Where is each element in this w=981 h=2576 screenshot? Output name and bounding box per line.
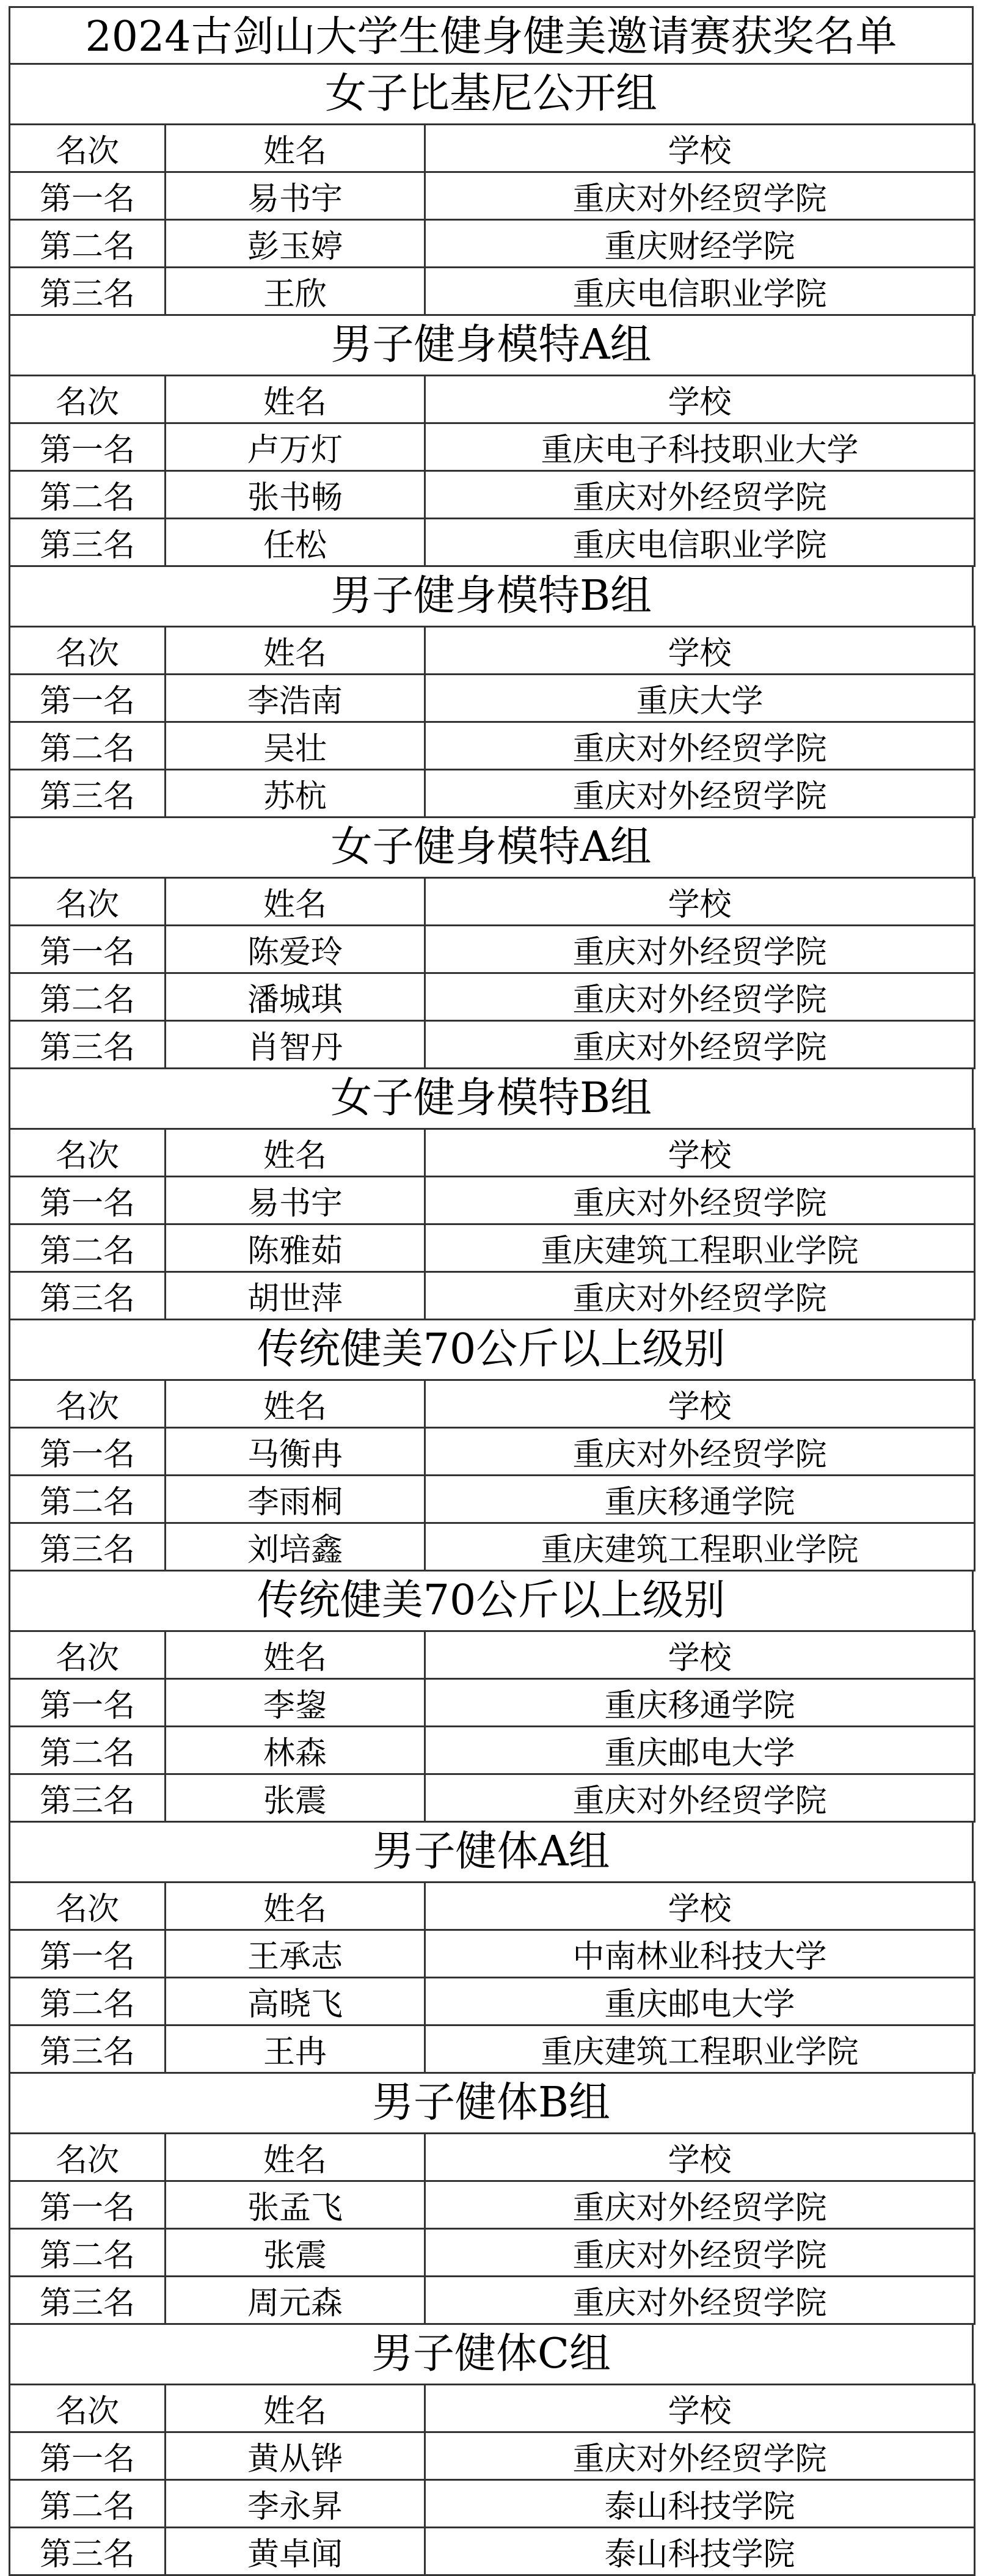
rank-cell: 第三名	[10, 268, 166, 315]
header-name: 姓名	[166, 1129, 425, 1177]
table-row	[10, 1272, 975, 1320]
rank-cell: 第三名	[10, 1523, 166, 1571]
group-table	[9, 1630, 976, 1823]
school-cell: 重庆财经学院	[425, 220, 975, 268]
group-table	[9, 626, 976, 818]
group-title: 女子健身模特A组	[9, 818, 974, 877]
award-group	[9, 1320, 974, 1572]
group-table	[9, 1128, 976, 1320]
school-cell: 重庆对外经贸学院	[425, 1774, 975, 1822]
table-row	[10, 1428, 975, 1476]
table-row	[10, 519, 975, 566]
table-row	[10, 172, 975, 220]
header-school: 学校	[425, 376, 975, 423]
school-cell: 重庆对外经贸学院	[425, 2432, 975, 2480]
name-cell: 陈雅茹	[166, 1224, 425, 1272]
table-header-row	[10, 878, 975, 926]
group-table	[9, 1379, 976, 1572]
name-cell: 马衡冉	[166, 1428, 425, 1476]
header-name: 姓名	[166, 376, 425, 423]
name-cell: 陈爱玲	[166, 926, 425, 973]
group-title: 男子健身模特B组	[9, 567, 974, 626]
school-cell: 泰山科技学院	[425, 2480, 975, 2528]
table-row	[10, 1021, 975, 1069]
rank-cell: 第三名	[10, 2277, 166, 2324]
table-header-row	[10, 2385, 975, 2432]
rank-cell: 第二名	[10, 1978, 166, 2025]
table-row	[10, 1679, 975, 1727]
table-header-row	[10, 376, 975, 423]
table-header-row	[10, 1129, 975, 1177]
header-rank: 名次	[10, 1631, 166, 1679]
school-cell: 重庆大学	[425, 675, 975, 722]
header-rank: 名次	[10, 1380, 166, 1428]
table-header-row	[10, 1883, 975, 1930]
group-title: 女子健身模特B组	[9, 1069, 974, 1128]
name-cell: 吴壮	[166, 722, 425, 770]
header-school: 学校	[425, 1380, 975, 1428]
school-cell: 重庆对外经贸学院	[425, 1021, 975, 1069]
name-cell: 彭玉婷	[166, 220, 425, 268]
award-group	[9, 1572, 974, 1823]
table-header-row	[10, 627, 975, 675]
header-rank: 名次	[10, 1129, 166, 1177]
rank-cell: 第二名	[10, 1224, 166, 1272]
rank-cell: 第二名	[10, 1727, 166, 1774]
rank-cell: 第一名	[10, 1930, 166, 1978]
name-cell: 刘培鑫	[166, 1523, 425, 1571]
name-cell: 王欣	[166, 268, 425, 315]
group-title: 男子健体C组	[9, 2325, 974, 2384]
table-row	[10, 423, 975, 471]
rank-cell: 第三名	[10, 519, 166, 566]
school-cell: 重庆对外经贸学院	[425, 1428, 975, 1476]
group-title: 男子健体B组	[9, 2074, 974, 2132]
rank-cell: 第一名	[10, 2181, 166, 2229]
header-name: 姓名	[166, 627, 425, 675]
name-cell: 周元森	[166, 2277, 425, 2324]
rank-cell: 第三名	[10, 2528, 166, 2575]
name-cell: 李鋆	[166, 1679, 425, 1727]
header-name: 姓名	[166, 1380, 425, 1428]
name-cell: 高晓飞	[166, 1978, 425, 2025]
name-cell: 王承志	[166, 1930, 425, 1978]
rank-cell: 第三名	[10, 770, 166, 818]
name-cell: 张书畅	[166, 471, 425, 519]
table-row	[10, 2025, 975, 2073]
school-cell: 重庆对外经贸学院	[425, 1272, 975, 1320]
header-rank: 名次	[10, 2134, 166, 2181]
group-table	[9, 1881, 976, 2074]
group-title: 传统健美70公斤以上级别	[9, 1320, 974, 1379]
award-sheet	[9, 6, 974, 2576]
rank-cell: 第一名	[10, 926, 166, 973]
name-cell: 卢万灯	[166, 423, 425, 471]
school-cell: 重庆对外经贸学院	[425, 471, 975, 519]
award-group	[9, 2074, 974, 2325]
header-name: 姓名	[166, 2134, 425, 2181]
table-row	[10, 1523, 975, 1571]
group-title: 女子比基尼公开组	[9, 65, 974, 123]
rank-cell: 第三名	[10, 1272, 166, 1320]
school-cell: 中南林业科技大学	[425, 1930, 975, 1978]
school-cell: 重庆对外经贸学院	[425, 926, 975, 973]
school-cell: 重庆对外经贸学院	[425, 2229, 975, 2277]
name-cell: 张震	[166, 2229, 425, 2277]
table-row	[10, 1727, 975, 1774]
table-row	[10, 973, 975, 1021]
table-row	[10, 268, 975, 315]
header-name: 姓名	[166, 1631, 425, 1679]
rank-cell: 第三名	[10, 1774, 166, 1822]
header-name: 姓名	[166, 2385, 425, 2432]
table-row	[10, 2277, 975, 2324]
school-cell: 重庆移通学院	[425, 1679, 975, 1727]
name-cell: 易书宇	[166, 172, 425, 220]
header-name: 姓名	[166, 1883, 425, 1930]
name-cell: 林森	[166, 1727, 425, 1774]
school-cell: 重庆建筑工程职业学院	[425, 1523, 975, 1571]
name-cell: 易书宇	[166, 1177, 425, 1224]
rank-cell: 第二名	[10, 1476, 166, 1523]
table-row	[10, 1774, 975, 1822]
name-cell: 苏杭	[166, 770, 425, 818]
table-row	[10, 2528, 975, 2575]
name-cell: 张震	[166, 1774, 425, 1822]
table-row	[10, 2480, 975, 2528]
header-rank: 名次	[10, 878, 166, 926]
name-cell: 李浩南	[166, 675, 425, 722]
school-cell: 重庆对外经贸学院	[425, 2181, 975, 2229]
group-title: 传统健美70公斤以上级别	[9, 1572, 974, 1630]
group-table	[9, 877, 976, 1069]
rank-cell: 第二名	[10, 2480, 166, 2528]
header-name: 姓名	[166, 878, 425, 926]
school-cell: 重庆对外经贸学院	[425, 2277, 975, 2324]
group-title: 男子健体A组	[9, 1823, 974, 1881]
table-row	[10, 2229, 975, 2277]
table-header-row	[10, 1631, 975, 1679]
rank-cell: 第二名	[10, 2229, 166, 2277]
school-cell: 泰山科技学院	[425, 2528, 975, 2575]
name-cell: 李雨桐	[166, 1476, 425, 1523]
group-table	[9, 2132, 976, 2325]
award-group	[9, 567, 974, 818]
award-group	[9, 2325, 974, 2576]
school-cell: 重庆电信职业学院	[425, 268, 975, 315]
header-rank: 名次	[10, 627, 166, 675]
name-cell: 任松	[166, 519, 425, 566]
header-school: 学校	[425, 1883, 975, 1930]
table-row	[10, 2181, 975, 2229]
school-cell: 重庆电子科技职业大学	[425, 423, 975, 471]
rank-cell: 第三名	[10, 1021, 166, 1069]
rank-cell: 第二名	[10, 722, 166, 770]
table-row	[10, 1177, 975, 1224]
name-cell: 李永昇	[166, 2480, 425, 2528]
school-cell: 重庆对外经贸学院	[425, 973, 975, 1021]
name-cell: 黄从铧	[166, 2432, 425, 2480]
award-group	[9, 1069, 974, 1320]
table-row	[10, 1224, 975, 1272]
award-group	[9, 818, 974, 1069]
rank-cell: 第三名	[10, 2025, 166, 2073]
school-cell: 重庆对外经贸学院	[425, 1177, 975, 1224]
rank-cell: 第一名	[10, 1428, 166, 1476]
rank-cell: 第一名	[10, 172, 166, 220]
school-cell: 重庆邮电大学	[425, 1727, 975, 1774]
rank-cell: 第二名	[10, 471, 166, 519]
table-row	[10, 220, 975, 268]
school-cell: 重庆移通学院	[425, 1476, 975, 1523]
school-cell: 重庆电信职业学院	[425, 519, 975, 566]
table-row	[10, 722, 975, 770]
name-cell: 胡世萍	[166, 1272, 425, 1320]
table-row	[10, 1476, 975, 1523]
rank-cell: 第二名	[10, 220, 166, 268]
header-school: 学校	[425, 1631, 975, 1679]
header-rank: 名次	[10, 1883, 166, 1930]
table-header-row	[10, 125, 975, 172]
school-cell: 重庆对外经贸学院	[425, 770, 975, 818]
name-cell: 潘城琪	[166, 973, 425, 1021]
school-cell: 重庆对外经贸学院	[425, 172, 975, 220]
table-header-row	[10, 2134, 975, 2181]
table-row	[10, 926, 975, 973]
header-name: 姓名	[166, 125, 425, 172]
name-cell: 黄卓闻	[166, 2528, 425, 2575]
award-group	[9, 65, 974, 316]
school-cell: 重庆建筑工程职业学院	[425, 2025, 975, 2073]
group-table	[9, 2384, 976, 2576]
rank-cell: 第一名	[10, 1679, 166, 1727]
table-header-row	[10, 1380, 975, 1428]
school-cell: 重庆建筑工程职业学院	[425, 1224, 975, 1272]
rank-cell: 第一名	[10, 423, 166, 471]
award-groups	[9, 65, 974, 2576]
header-rank: 名次	[10, 2385, 166, 2432]
sheet-title: 2024古剑山大学生健身健美邀请赛获奖名单	[9, 6, 974, 65]
group-table	[9, 123, 976, 316]
name-cell: 肖智丹	[166, 1021, 425, 1069]
table-row	[10, 2432, 975, 2480]
header-rank: 名次	[10, 376, 166, 423]
rank-cell: 第一名	[10, 1177, 166, 1224]
name-cell: 王冉	[166, 2025, 425, 2073]
header-school: 学校	[425, 125, 975, 172]
header-rank: 名次	[10, 125, 166, 172]
group-title: 男子健身模特A组	[9, 316, 974, 375]
school-cell: 重庆邮电大学	[425, 1978, 975, 2025]
award-group	[9, 1823, 974, 2074]
name-cell: 张孟飞	[166, 2181, 425, 2229]
table-row	[10, 1930, 975, 1978]
header-school: 学校	[425, 2385, 975, 2432]
rank-cell: 第一名	[10, 675, 166, 722]
header-school: 学校	[425, 2134, 975, 2181]
header-school: 学校	[425, 1129, 975, 1177]
table-row	[10, 675, 975, 722]
group-table	[9, 375, 976, 567]
header-school: 学校	[425, 878, 975, 926]
rank-cell: 第二名	[10, 973, 166, 1021]
school-cell: 重庆对外经贸学院	[425, 722, 975, 770]
header-school: 学校	[425, 627, 975, 675]
table-row	[10, 1978, 975, 2025]
rank-cell: 第一名	[10, 2432, 166, 2480]
table-row	[10, 770, 975, 818]
table-row	[10, 471, 975, 519]
award-group	[9, 316, 974, 567]
